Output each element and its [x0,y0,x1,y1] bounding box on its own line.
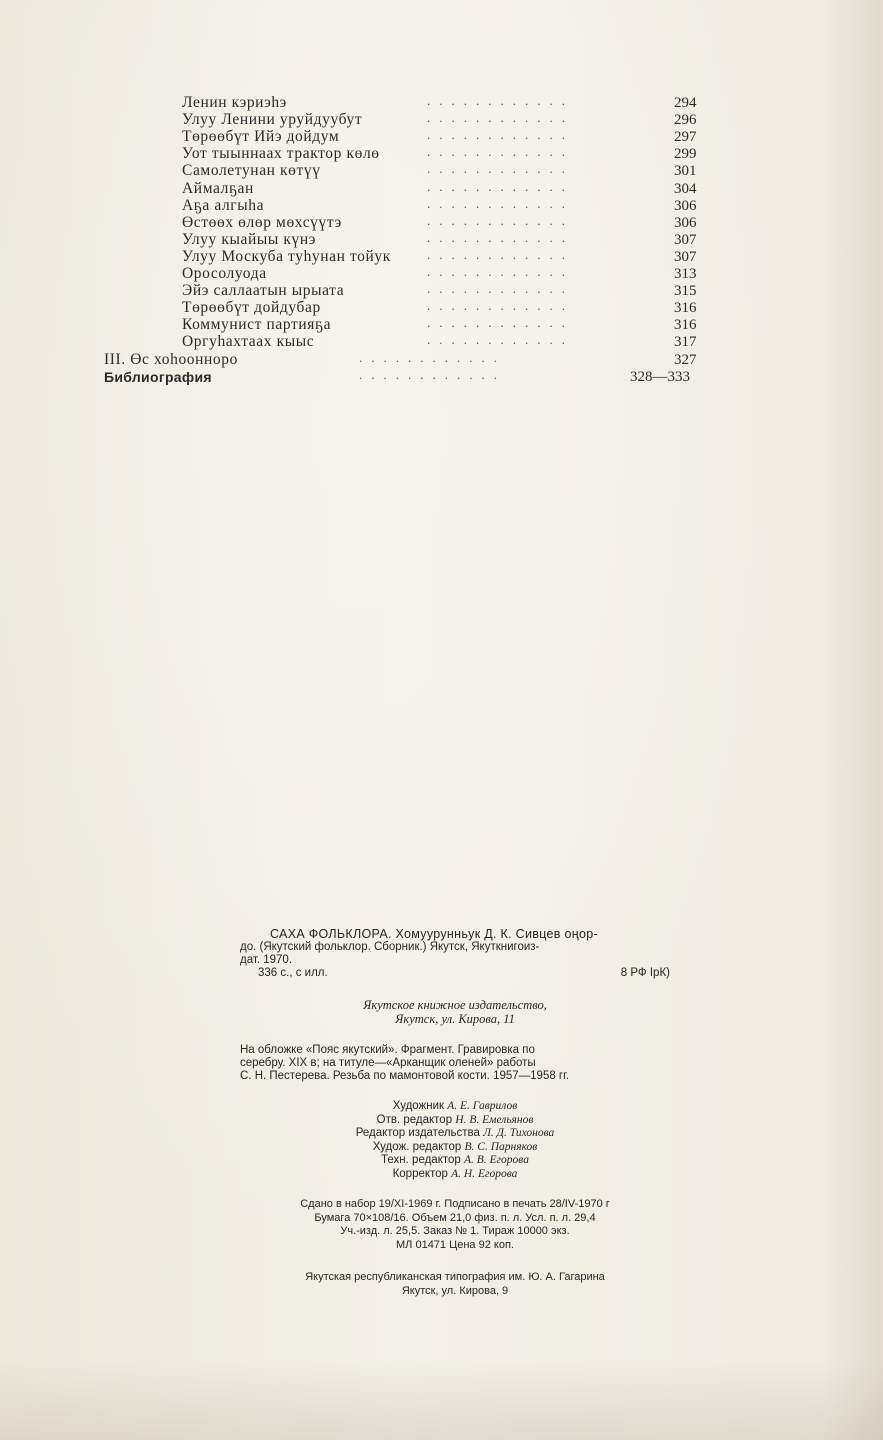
catalog-entry [240,928,670,980]
printer-address: Якутск, ул. Кирова, 9 [401,1284,509,1297]
toc-entry-page: 313 [674,266,697,282]
toc-entry-page: 301 [674,163,697,180]
colophon [240,928,670,1298]
toc-entry-page: 297 [674,129,697,146]
toc-entry-page: 299 [674,146,697,163]
toc-leader-dots: ............ [427,178,574,194]
credit-name: В. С. Парняков [464,1140,538,1153]
toc-leader-dots: ............ [427,144,574,160]
credits-block [240,1100,670,1181]
page-bottom-shadow [0,1360,883,1440]
catalog-line-4 [240,967,670,980]
toc-entry-page: 327 [674,351,697,368]
credit-name: А. В. Егорова [463,1154,529,1166]
catalog-line-1: САХА ФОЛЬКЛОРА. Хомуурунньук Д. К. Сивцев оңор- [270,927,598,941]
toc-entry-title: Улуу Москуба туһунан тойук [182,247,391,265]
toc-leader-dots: ............ [359,366,506,382]
toc-leader-dots: ............ [427,332,574,348]
toc-entry-title: Ленин кэриэһэ [182,94,287,111]
toc-leader-dots: ............ [427,110,574,126]
toc-entry-page: 317 [674,334,697,351]
toc-entry-title: Уот тыыннаах трактор көлө [182,145,380,163]
publisher-block [240,998,670,1026]
tech-line-4: МЛ 01471 Цена 92 коп. [396,1238,514,1251]
credit-line [240,1154,670,1168]
cover-note-line-2: серебру. XIX в; на титуле—«Арканщик оленей» работы [240,1057,536,1069]
tech-line-3: Уч.-изд. л. 25,5. Заказ № 1. Тираж 10000 экз. [340,1225,570,1237]
toc-leader-dots: ............ [427,281,574,297]
catalog-line-2: до. (Якутский фольклор. Сборник.) Якутск, Якуткнигоиз- [240,941,540,953]
toc-leader-dots: ............ [427,264,574,279]
credit-name: А. Е. Гаврилов [447,1100,518,1112]
tech-line-1: Сдано в набор 19/XI-1969 г. Подписано в печать 28/IV-1970 г [300,1198,610,1210]
toc-entry-page: 307 [674,248,697,265]
cover-note [240,1044,670,1083]
credit-role: Художник [392,1100,445,1112]
toc-entry-title: Самолетунан көтүү [182,162,321,180]
credit-line [240,1114,670,1128]
page-edge-shadow [823,0,883,1440]
toc-leader-dots: ............ [427,195,574,211]
toc-entry-title: III. Өс хоһооннoро [104,350,238,368]
toc-entry-page: 316 [674,317,697,334]
credit-line [240,1141,670,1155]
catalog-index: 8 РФ IрК) [620,967,670,979]
credit-line [240,1168,670,1182]
toc-leader-dots: ............ [427,315,574,331]
toc-entry-title: Төрөөбүт Ийэ дойдум [182,128,340,146]
credit-line [240,1127,670,1141]
credit-name: Л. Д. Тихонова [483,1127,555,1139]
toc-entry-title: Коммунист партияҕа [182,316,332,334]
toc-entry-page: 307 [674,231,697,248]
publisher-address: Якутск, ул. Кирова, 11 [395,1012,515,1026]
toc-entry-title: Эйэ саллаатын ырыата [182,282,345,300]
printer-name: Якутская республиканская типография им. Ю. А. Гагарина [305,1271,605,1283]
toc-leader-dots: ............ [359,349,506,365]
cover-note-line-3: С. Н. Пестерева. Резьба по мамонтовой кости. 1957—1958 гг. [240,1070,570,1082]
tech-line-2: Бумага 70×108/16. Объем 21,0 физ. п. л. Усл. п. л. 29,4 [314,1211,596,1224]
toc-entry-page: 315 [674,283,697,300]
toc-entry-title: Аҕа алгыһа [182,196,265,214]
cover-note-line-1: На обложке «Пояс якутский». Фрагмент. Гравировка по [240,1044,535,1056]
toc-entry-title: Улуу кыайыы күнэ [182,230,316,248]
credit-role: Редактор издательства [355,1127,480,1139]
toc-entry-title: Аймалҕан [182,179,254,197]
toc-entry-title: Библиография [104,368,212,385]
toc-entry-page: 294 [674,95,697,111]
toc-entry-page: 328—333 [630,368,690,385]
toc-entry [104,368,700,386]
catalog-line-3: дат. 1970. [240,954,293,966]
toc-leader-dots: ............ [427,127,574,143]
toc-leader-dots: ............ [427,298,574,314]
toc-entry-page: 306 [674,214,697,231]
toc-entry-page: 304 [674,180,697,197]
toc-leader-dots: ............ [427,93,574,108]
toc-leader-dots: ............ [427,246,574,262]
credit-role: Техн. редактор [381,1154,461,1166]
publisher-name: Якутское книжное издательство, [363,998,547,1012]
toc-entry-title: Оросолуода [182,265,267,282]
credit-role: Корректор [392,1167,448,1180]
credit-line [240,1100,670,1114]
credit-name: Н. В. Емельянов [455,1113,534,1126]
toc-entry-title: Оргуһахтаах кыыс [182,333,315,351]
toc-entry-page: 306 [674,197,697,214]
printer-block [240,1271,670,1298]
toc-entry-title: Төрөөбүт дойдубар [182,299,321,317]
technical-data [240,1198,670,1252]
toc-leader-dots: ............ [427,212,574,228]
toc-leader-dots: ............ [427,229,574,245]
catalog-pages: 336 с., с илл. [258,967,328,979]
toc-entry-title: Өстөөх өлөр мөхсүүтэ [182,213,342,231]
credit-name: А. Н. Егорова [451,1167,518,1180]
toc-entry-page: 316 [674,300,697,317]
toc-entry-page: 296 [674,112,697,129]
credit-role: Худож. редактор [372,1140,462,1153]
toc-leader-dots: ............ [427,161,574,177]
credit-role: Отв. редактор [376,1113,453,1126]
toc-entry-title: Улуу Ленини уруйдуубут [182,111,363,129]
